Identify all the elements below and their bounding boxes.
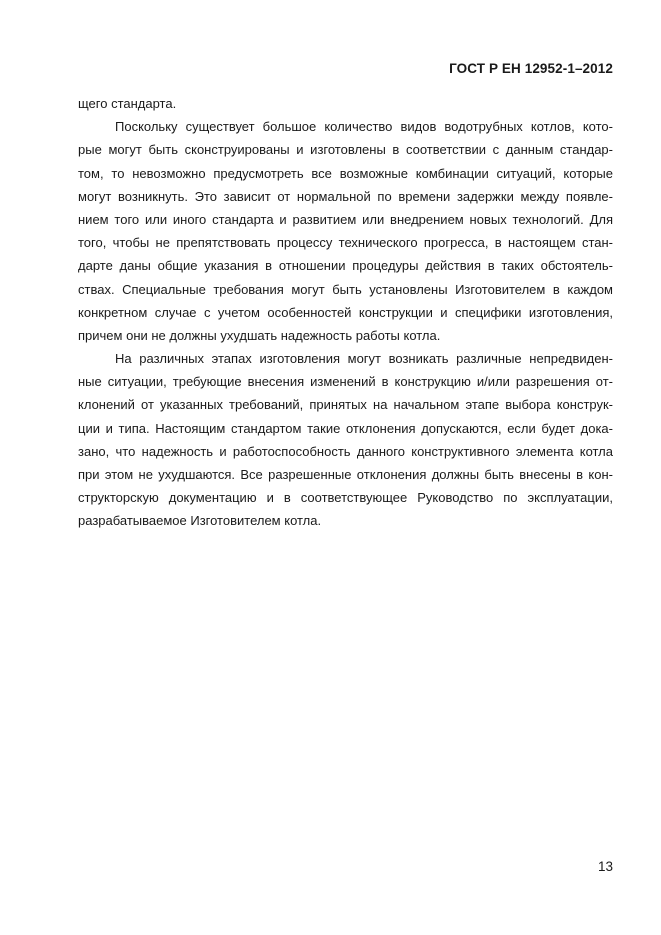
standard-code-header: ГОСТ Р ЕН 12952-1–2012 [449,61,613,76]
text-line: клонений от указанных требований, принятых на начальном этапе выбора конструк- [78,397,613,413]
text-line: ные ситуации, требующие внесения изменений в конструкцию и/или разрешения от- [78,374,613,390]
text-line: щего стандарта. [78,96,177,111]
body-text [78,92,613,533]
text-line: структорскую документацию и в соответствующее Руководство по эксплуатации, [78,490,613,506]
text-line: том, то невозможно предусмотреть все возможные комбинации ситуаций, которые [78,165,613,181]
text-line: дарте даны общие указания в отношении процедуры действия в таких обстоятель- [78,258,613,274]
text-line: ствах. Специальные требования могут быть установлены Изготовителем в каждом [78,281,613,297]
text-line: нием того или иного стандарта и развитием или внедрением новых технологий. Для [78,211,613,227]
text-line: конкретном случае с учетом особенностей конструкции и специфики изготовления, [78,304,613,320]
text-line: того, чтобы не препятствовать процессу технического прогресса, в настоящем стан- [78,235,613,251]
text-line: могут возникнуть. Это зависит от нормальной по времени задержки между появле- [78,188,613,204]
text-line: зано, что надежность и работоспособность данного конструктивного элемента котла [78,443,613,459]
text-line: причем они не должны ухудшать надежность работы котла. [78,327,441,343]
text-line: рые могут быть сконструированы и изготовлены в соответствии с данным стандар- [78,142,613,158]
page-number: 13 [597,859,613,874]
text-line: Поскольку существует большое количество видов водотрубных котлов, кото- [115,119,613,135]
text-line: разрабатываемое Изготовителем котла. [78,513,322,529]
text-line: при этом не ухудшаются. Все разрешенные отклонения должны быть внесены в кон- [78,467,613,482]
text-line: На различных этапах изготовления могут возникать различные непредвиден- [115,351,613,367]
text-line: ции и типа. Настоящим стандартом такие отклонения допускаются, если будет дока- [78,420,613,436]
